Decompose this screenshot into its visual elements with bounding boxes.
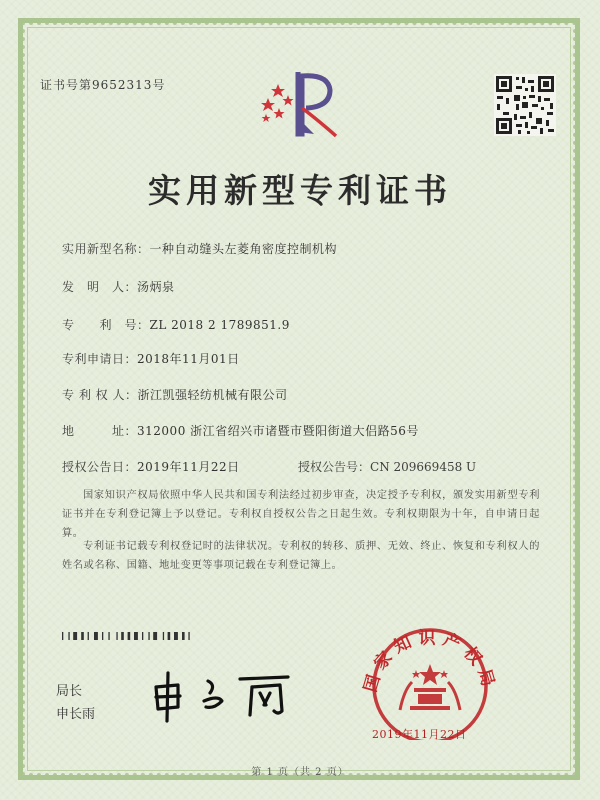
publication-date-value: 2019年11月22日 (137, 460, 240, 474)
utility-model-name-field (62, 240, 337, 257)
utility-model-name-label: 实用新型名称： (62, 242, 150, 256)
inventor-field (62, 278, 175, 295)
seal-icon (350, 620, 510, 740)
address-label: 地 址： (62, 424, 138, 438)
seal-date: 2019年11月22日 (372, 728, 467, 741)
patentee-label: 专 利 权 人： (62, 388, 138, 402)
patent-number-label: 专 利 号： (62, 318, 150, 332)
publication-number-field (298, 458, 476, 475)
inventor-label: 发 明 人： (62, 280, 138, 294)
director-name: 申长雨 (56, 707, 96, 722)
qr-code-icon (494, 74, 556, 136)
patent-number-field (62, 316, 290, 333)
certificate-title: 实用新型专利证书 (148, 171, 452, 210)
filing-date-label: 专利申请日： (62, 352, 138, 366)
page-indicator: 第 1 页（共 2 页） (251, 767, 349, 778)
svg-text:国家知识产权局: 国家知识产权局 (360, 628, 500, 695)
signature-icon (148, 665, 298, 725)
certificate-number: 证书号第9652313号 (40, 78, 166, 92)
filing-date-field (62, 350, 240, 367)
inventor-value: 汤炳泉 (137, 280, 175, 294)
address-value: 312000 浙江省绍兴市诸暨市暨阳街道大侣路56号 (137, 424, 419, 438)
address-field (62, 422, 419, 439)
patentee-value: 浙江凯强轻纺机械有限公司 (137, 388, 288, 402)
barcode-icon (62, 632, 236, 640)
director-title: 局长 (56, 684, 83, 699)
legal-status-paragraph: 专利证书记载专利权登记时的法律状况。专利权的转移、质押、无效、终止、恢复和专利权人的姓名或名称、国籍、地址变更等事项记载在专利登记簿上。 (62, 541, 540, 571)
patent-office-logo-icon (258, 62, 348, 142)
publication-number-label: 授权公告号： (298, 460, 371, 474)
publication-number-value: CN 209669458 U (370, 460, 477, 474)
patent-number-value: ZL 2018 2 1789851.9 (149, 318, 290, 332)
publication-date-label: 授权公告日： (62, 460, 138, 474)
patentee-field (62, 386, 287, 403)
publication-date-field (62, 458, 240, 475)
filing-date-value: 2018年11月01日 (137, 352, 240, 366)
utility-model-name-value: 一种自动缝头左菱角密度控制机构 (149, 242, 338, 256)
grant-statement-paragraph: 国家知识产权局依照中华人民共和国专利法经过初步审查，决定授予专利权，颁发实用新型专利证书并在专利登记簿上予以登记。专利权自授权公告之日起生效。专利权期限为十年，自申请日起算。 (62, 490, 540, 539)
